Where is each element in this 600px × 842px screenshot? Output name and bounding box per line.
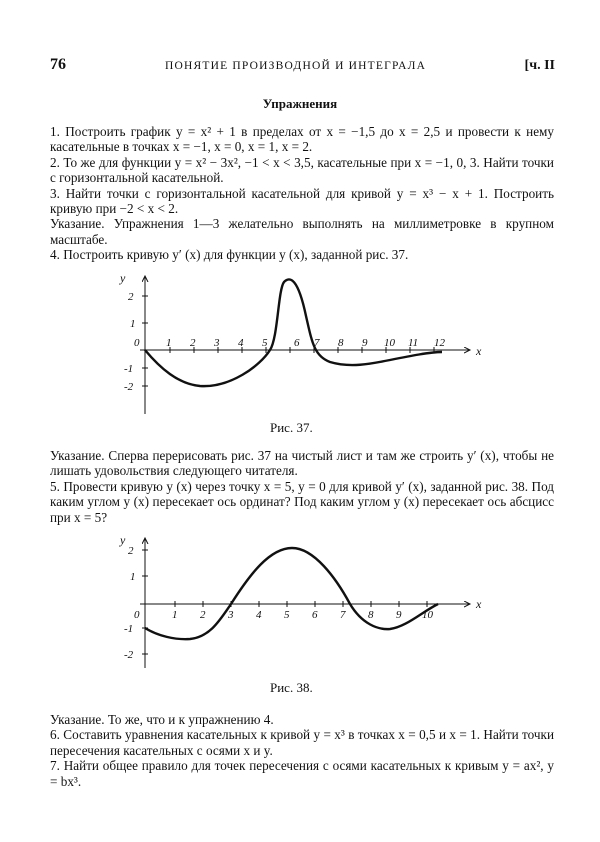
hint-3: Указание. То же, что и к упражнению 4. <box>50 712 274 727</box>
x-tick-7: 7 <box>314 337 320 349</box>
curve-y-prime <box>145 548 438 639</box>
x-tick-1: 1 <box>166 337 172 349</box>
x-tick-4: 4 <box>238 337 244 349</box>
x-tick-2: 2 <box>190 337 196 349</box>
y-tick-2: 2 <box>128 291 134 303</box>
x-tick-11: 11 <box>408 337 419 349</box>
x-tick-4: 4 <box>256 609 262 621</box>
figure-38-caption: Рис. 38. <box>270 680 313 695</box>
exercise-4: 4. Построить кривую y′ (x) для функции y (x), заданной рис. 37. <box>50 247 409 263</box>
page-header <box>50 56 555 78</box>
hint-2: Указание. Сперва перерисовать рис. 37 на чистый лист и там же строить y′ (x), чтобы не лишать удовольствия следующего читателя. <box>50 448 554 479</box>
exercise-2: 2. То же для функции y = x² − 3x², −1 < x < 3,5, касательные при x = −1, 0, 3. Найти точки с горизонтальной касательной. <box>50 154 554 186</box>
figure-37 <box>100 268 500 418</box>
y-tick-neg1: -1 <box>124 623 134 635</box>
x-tick-10: 10 <box>384 337 395 349</box>
x-tick-2: 2 <box>200 609 206 621</box>
exercise-3: 3. Найти точки с горизонтальной касательной для кривой y = x³ − x + 1. Построить кривую при −2 < x < 2. <box>50 185 554 217</box>
y-tick-2: 2 <box>128 545 134 557</box>
figure-38 <box>100 532 500 672</box>
x-axis-label: x <box>476 344 482 358</box>
x-tick-5: 5 <box>262 337 268 349</box>
running-title: ПОНЯТИЕ ПРОИЗВОДНОЙ И ИНТЕГРАЛА <box>165 60 427 72</box>
y-tick-neg1: -1 <box>124 363 134 375</box>
y-tick-1: 1 <box>130 571 136 583</box>
curve-y-of-x <box>145 279 442 386</box>
x-tick-9: 9 <box>396 609 402 621</box>
section-title: Упражнения <box>262 96 338 111</box>
exercise-6: 6. Составить уравнения касательных к кривой y = x³ в точках x = 0,5 и x = 1. Найти точки пересечения касательных с осями x и y. <box>50 727 554 758</box>
exercises-bottom <box>50 712 554 789</box>
middle-text <box>50 448 554 525</box>
exercises-top <box>50 124 554 263</box>
x-tick-0: 0 <box>134 337 140 349</box>
exercise-7: 7. Найти общее правило для точек пересечения с осями касательных к кривым y = ax², y = bx³. <box>50 758 554 789</box>
x-tick-7: 7 <box>340 609 346 621</box>
y-tick-neg2: -2 <box>124 381 134 393</box>
figure-37-caption: Рис. 37. <box>270 420 313 435</box>
x-tick-8: 8 <box>368 609 374 621</box>
y-axis-label: y <box>120 271 126 285</box>
x-tick-1: 1 <box>172 609 178 621</box>
x-tick-6: 6 <box>294 337 300 349</box>
x-axis-label: x <box>476 597 482 611</box>
x-tick-12: 12 <box>434 337 445 349</box>
x-tick-0: 0 <box>134 609 140 621</box>
exercise-1: 1. Построить график y = x² + 1 в пределах от x = −1,5 до x = 2,5 и провести к нему касательные в точках x = −1, x = 0, x = 1, x = 2. <box>50 124 554 155</box>
x-tick-9: 9 <box>362 337 368 349</box>
y-tick-neg2: -2 <box>124 649 134 661</box>
x-tick-3: 3 <box>228 609 234 621</box>
y-axis-label: y <box>120 533 126 547</box>
page-number: 76 <box>50 56 66 73</box>
x-tick-5: 5 <box>284 609 290 621</box>
x-tick-6: 6 <box>312 609 318 621</box>
x-tick-3: 3 <box>214 337 220 349</box>
part-label: [ч. II <box>524 58 555 73</box>
exercise-5: 5. Провести кривую y (x) через точку x = 5, y = 0 для кривой y′ (x), заданной рис. 38. Под каким углом y (x) пересекает ось ординат? Под каким углом y (x) пересекает ось абсцисс при x = 5? <box>50 478 554 525</box>
hint-1: Указание. Упражнения 1—3 желательно выполнять на миллиметровке в крупном масштабе. <box>50 216 554 247</box>
x-tick-8: 8 <box>338 337 344 349</box>
y-tick-1: 1 <box>130 318 136 330</box>
x-tick-10: 10 <box>422 609 433 621</box>
